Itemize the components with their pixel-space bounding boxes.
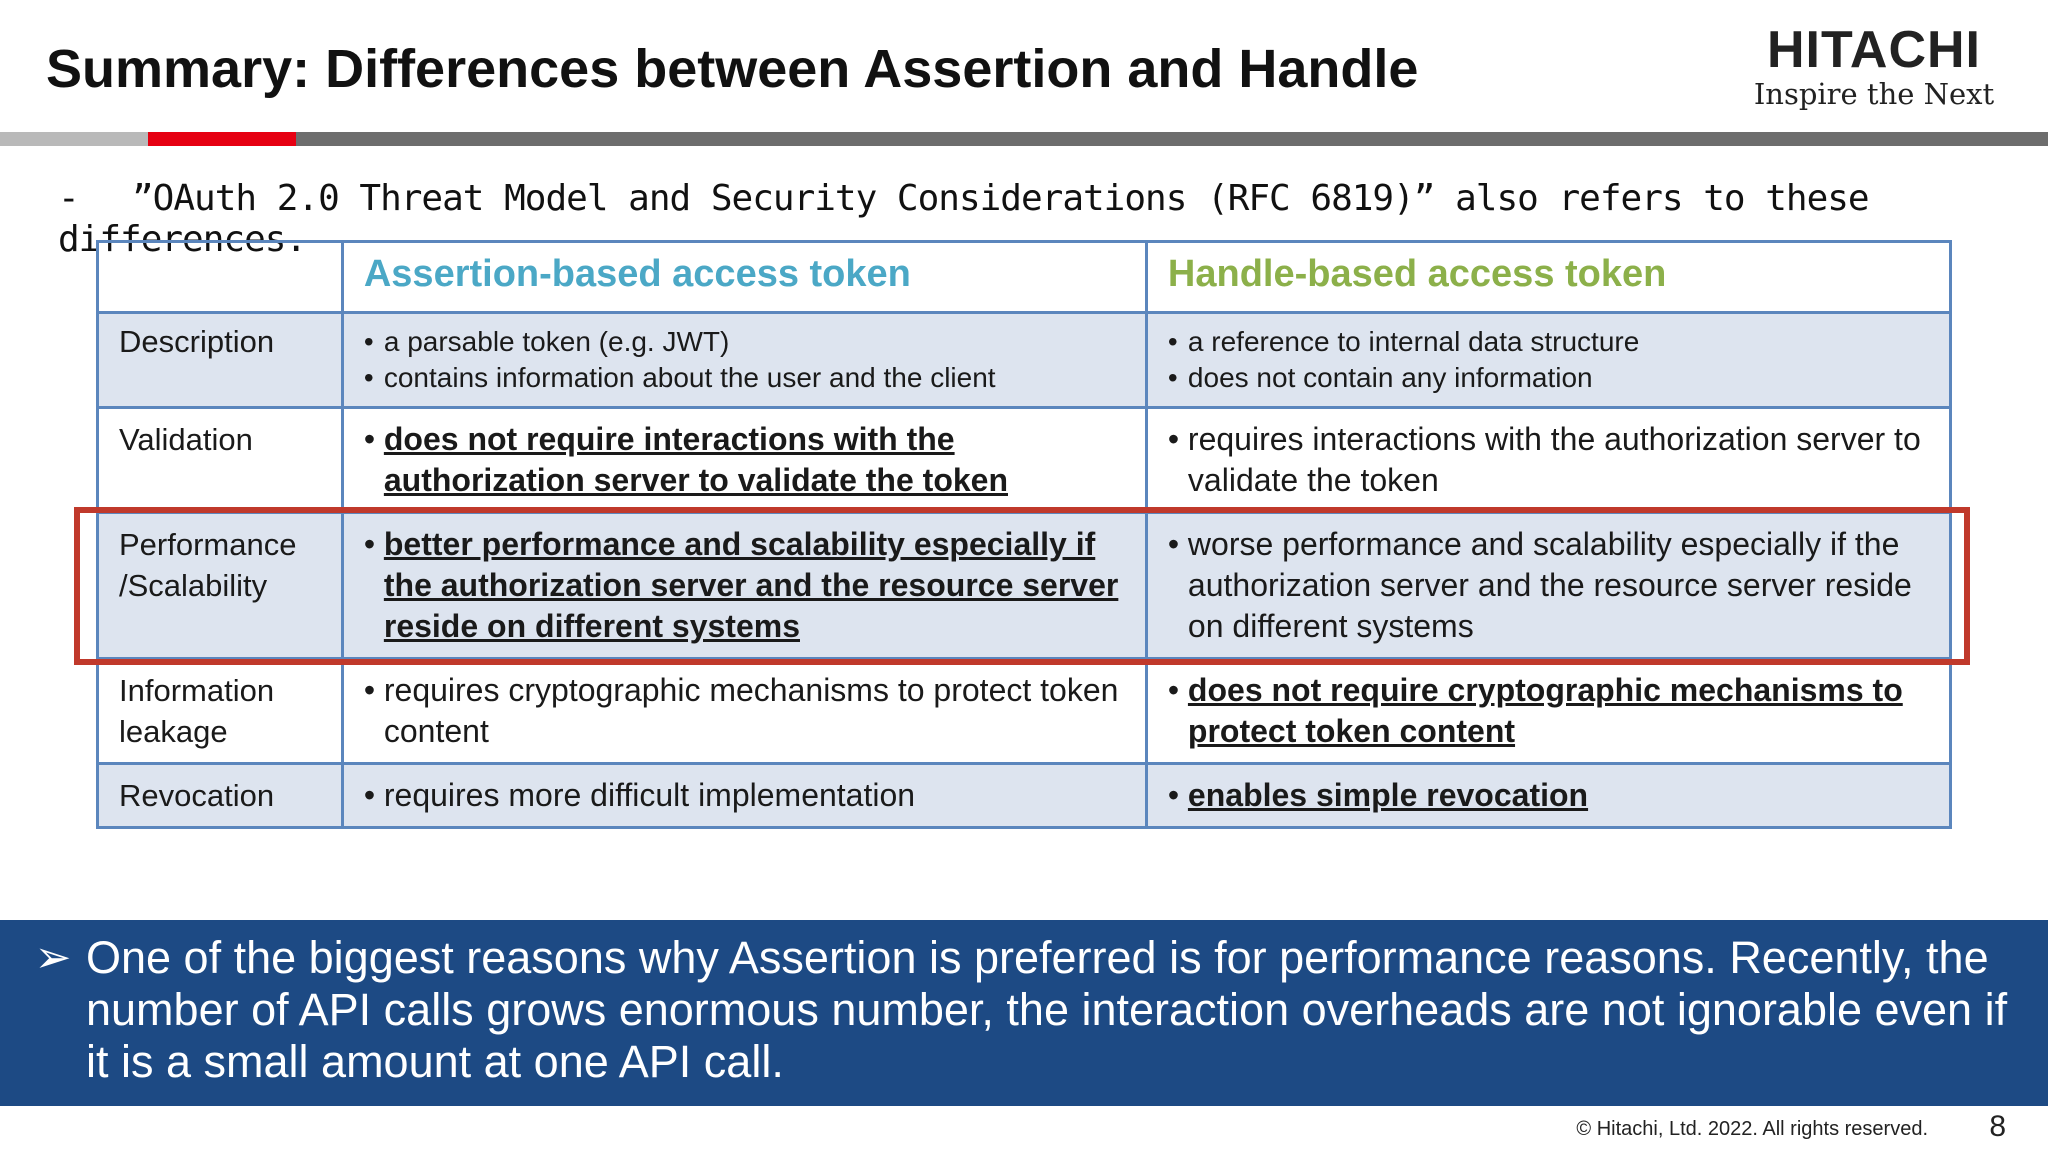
handle-cell xyxy=(1146,659,1950,764)
table-header-row xyxy=(98,242,1951,313)
assertion-cell xyxy=(342,513,1146,659)
table-row-validation xyxy=(98,408,1951,513)
conclusion-banner xyxy=(0,920,2048,1106)
bullet-icon: • xyxy=(363,362,374,393)
page-number: 8 xyxy=(1989,1110,2006,1143)
header-rule-red xyxy=(148,132,296,146)
cell-text: does not contain any information xyxy=(1187,362,1593,393)
cell-text: does not require cryptographic mechanisms to protect token content xyxy=(1187,672,1903,749)
cell-text: better performance and scalability especially if the authorization server and the resource server reside on different systems xyxy=(383,526,1119,644)
row-label: Performance /Scalability xyxy=(98,513,343,659)
handle-cell xyxy=(1146,764,1950,828)
table-row-leakage xyxy=(98,659,1951,764)
logo-tagline: Inspire the Next xyxy=(1753,77,1995,111)
bullet-icon: • xyxy=(1167,326,1178,357)
copyright: © Hitachi, Ltd. 2022. All rights reserved. xyxy=(1576,1118,1928,1140)
cell-text: requires cryptographic mechanisms to protect token content xyxy=(383,672,1119,749)
assertion-cell xyxy=(342,659,1146,764)
corner-cell xyxy=(98,242,343,313)
header-assertion: Assertion-based access token xyxy=(342,242,1146,313)
assertion-cell xyxy=(342,408,1146,513)
row-label: Validation xyxy=(98,408,343,513)
bullet-icon: • xyxy=(363,526,376,562)
bullet-icon: • xyxy=(1167,526,1180,562)
assertion-cell xyxy=(342,313,1146,408)
cell-text: does not require interactions with the authorization server to validate the token xyxy=(383,421,1008,498)
cell-text: requires interactions with the authorization server to validate the token xyxy=(1187,421,1921,498)
row-label: Description xyxy=(98,313,343,408)
bullet-icon: • xyxy=(1167,777,1180,813)
handle-cell xyxy=(1146,408,1950,513)
cell-text: a reference to internal data structure xyxy=(1187,326,1640,357)
reference-text: ”OAuth 2.0 Threat Model and Security Considerations (RFC 6819)” also refers to these differences. xyxy=(58,178,1869,260)
cell-text: requires more difficult implementation xyxy=(383,777,916,813)
row-label: Revocation xyxy=(98,764,343,828)
banner-text: One of the biggest reasons why Assertion is preferred is for performance reasons. Recently, the number of API calls grows enormous number, the interaction overheads are not ignorable even if it is a small amount at one API call. xyxy=(86,932,2008,1087)
header-handle: Handle-based access token xyxy=(1146,242,1950,313)
cell-text: a parsable token (e.g. JWT) xyxy=(383,326,730,357)
row-label: Information leakage xyxy=(98,659,343,764)
header-rule-gray xyxy=(0,132,148,146)
table-row-description xyxy=(98,313,1951,408)
handle-cell xyxy=(1146,513,1950,659)
header-rule-dark xyxy=(296,132,2048,146)
bullet-icon: • xyxy=(1167,362,1178,393)
cell-text: contains information about the user and the client xyxy=(383,362,996,393)
logo-wordmark: HITACHI xyxy=(1766,21,1981,79)
bullet-icon: • xyxy=(1167,421,1180,457)
bullet-icon: • xyxy=(363,672,376,708)
handle-cell xyxy=(1146,313,1950,408)
arrow-bullet-icon: ➢ xyxy=(34,933,72,982)
cell-text: worse performance and scalability especially if the authorization server and the resource server reside on different systems xyxy=(1187,526,1912,644)
slide-title: Summary: Differences between Assertion and Handle xyxy=(46,39,1419,99)
table-row-revocation xyxy=(98,764,1951,828)
bullet-icon: • xyxy=(1167,672,1180,708)
bullet-icon: • xyxy=(363,421,376,457)
comparison-table xyxy=(96,240,1952,829)
cell-text: enables simple revocation xyxy=(1187,777,1589,813)
reference-dash: - xyxy=(58,178,79,219)
bullet-icon: • xyxy=(363,326,374,357)
bullet-icon: • xyxy=(363,777,376,813)
table-row-performance xyxy=(98,513,1951,659)
hitachi-logo xyxy=(1738,22,2010,110)
assertion-cell xyxy=(342,764,1146,828)
